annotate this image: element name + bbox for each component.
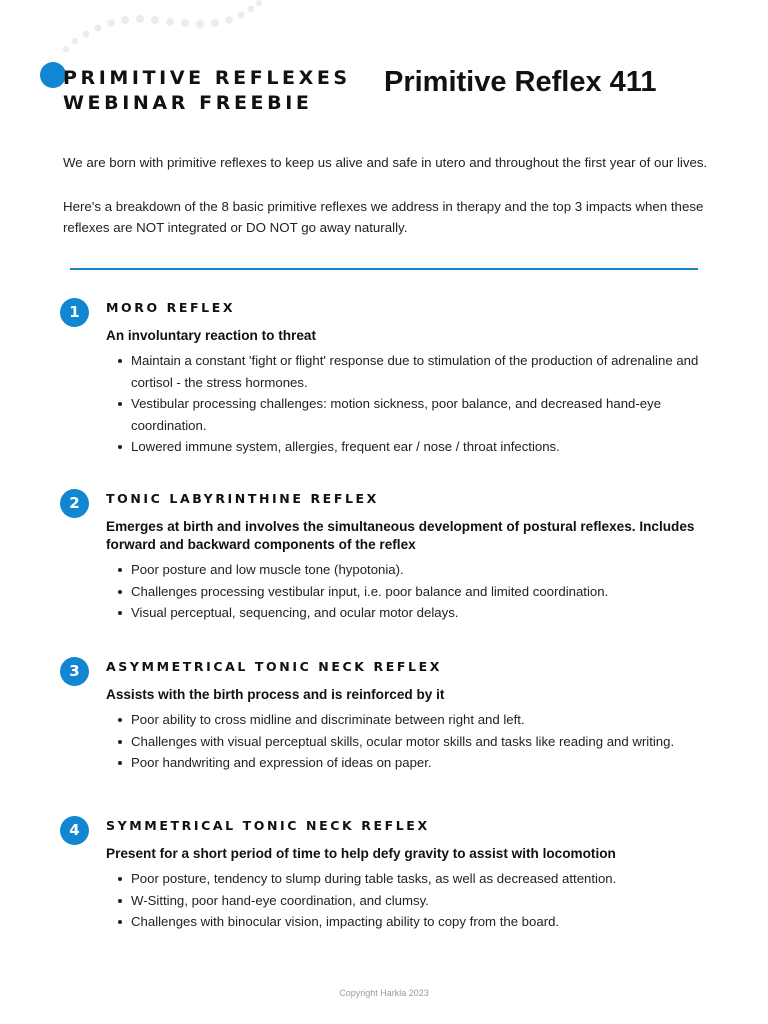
section-subtitle: An involuntary reaction to threat: [106, 328, 316, 343]
impact-list: [115, 559, 715, 624]
list-item: Poor ability to cross midline and discriminate between right and left.: [115, 709, 715, 731]
webinar-heading: [63, 66, 351, 116]
dotted-arc-decoration: [0, 0, 280, 70]
impact-list: [115, 709, 715, 774]
page-title: Primitive Reflex 411: [384, 66, 657, 98]
intro-paragraph-2: Here's a breakdown of the 8 basic primitive reflexes we address in therapy and the top 3 impacts when these reflexes are NOT integrated or DO NOT go away naturally.: [63, 199, 704, 235]
list-item: Poor posture and low muscle tone (hypotonia).: [115, 559, 715, 581]
impact-list: [115, 868, 715, 933]
section-subtitle: Emerges at birth and involves the simultaneous development of postural reflexes. Includes forward and backward components of the reflex: [106, 519, 695, 552]
list-item: Poor posture, tendency to slump during table tasks, as well as decreased attention.: [115, 868, 715, 890]
list-item: W-Sitting, poor hand-eye coordination, and clumsy.: [115, 890, 715, 912]
section-title: ASYMMETRICAL TONIC NECK REFLEX: [106, 659, 442, 674]
section-number-badge: 4: [60, 816, 89, 845]
webinar-heading-line2: WEBINAR FREEBIE: [63, 92, 313, 114]
section-title: SYMMETRICAL TONIC NECK REFLEX: [106, 818, 430, 833]
impact-list: [115, 350, 715, 458]
list-item: Visual perceptual, sequencing, and ocular motor delays.: [115, 602, 715, 624]
list-item: Vestibular processing challenges: motion sickness, poor balance, and decreased hand-eye coordination.: [115, 393, 715, 436]
list-item: Challenges with visual perceptual skills, ocular motor skills and tasks like reading and writing.: [115, 731, 715, 753]
section-title: MORO REFLEX: [106, 300, 236, 315]
section-subtitle: Assists with the birth process and is reinforced by it: [106, 687, 445, 702]
list-item: Maintain a constant 'fight or flight' response due to stimulation of the production of adrenaline and cortisol - the stress hormones.: [115, 350, 715, 393]
copyright-footer: Copyright Harkla 2023: [339, 988, 429, 998]
list-item: Challenges processing vestibular input, i.e. poor balance and limited coordination.: [115, 581, 715, 603]
list-item: Poor handwriting and expression of ideas on paper.: [115, 752, 715, 774]
section-title: TONIC LABYRINTHINE REFLEX: [106, 491, 379, 506]
divider-line: [70, 268, 698, 270]
intro: [63, 152, 713, 238]
list-item: Challenges with binocular vision, impacting ability to copy from the board.: [115, 911, 715, 933]
intro-paragraph-1: We are born with primitive reflexes to keep us alive and safe in utero and throughout the first year of our lives.: [63, 155, 708, 170]
section-subtitle: Present for a short period of time to help defy gravity to assist with locomotion: [106, 846, 616, 861]
section-number-badge: 1: [60, 298, 89, 327]
webinar-heading-line1: PRIMITIVE REFLEXES: [63, 67, 351, 89]
list-item: Lowered immune system, allergies, frequent ear / nose / throat infections.: [115, 436, 715, 458]
section-number-badge: 2: [60, 489, 89, 518]
section-number-badge: 3: [60, 657, 89, 686]
